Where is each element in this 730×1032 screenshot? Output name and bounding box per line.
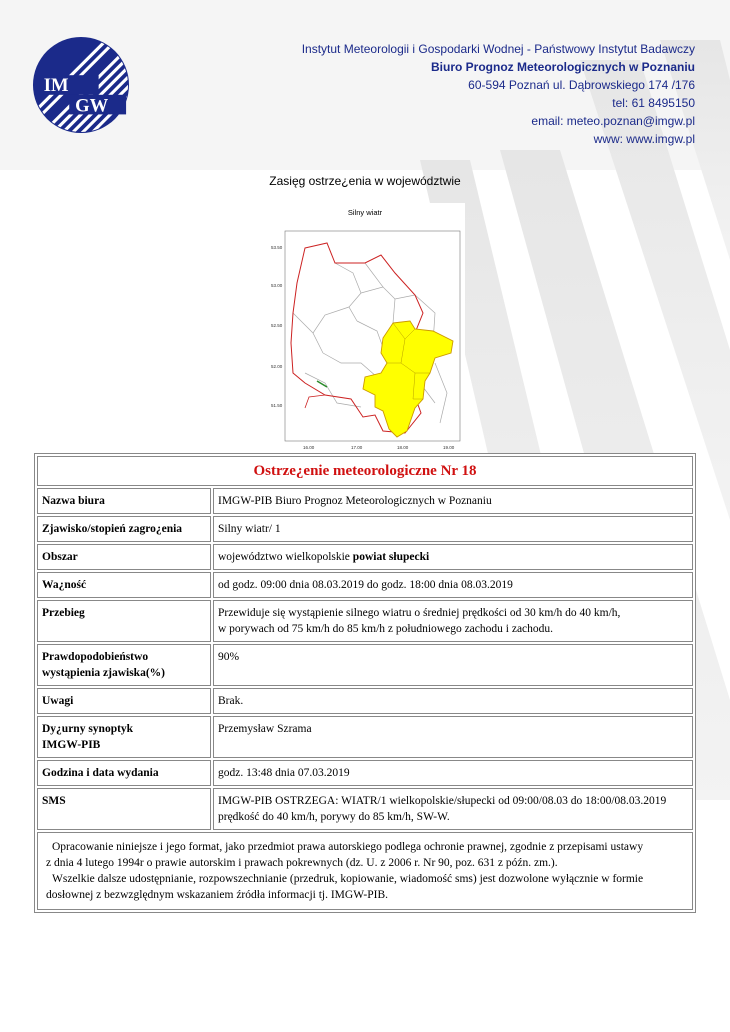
row-value: godz. 13:48 dnia 07.03.2019 [213, 760, 693, 786]
copyright-line-4: dosłownej z bezwzględnym wskazaniem źródła informacji tj. IMGW-PIB. [46, 889, 389, 901]
map-svg [265, 203, 465, 453]
copyright-line-2: z dnia 4 lutego 1994r o prawie autorskim i prawach pokrewnych (dz. U. z 2006 r. Nr 90, poz. 631 z późn. zm.). [46, 857, 558, 869]
table-row [37, 544, 693, 570]
institute-name: Instytut Meteorologii i Gospodarki Wodnej - Państwowy Instytut Badawczy [301, 42, 695, 56]
copyright-line-1: Opracowanie niniejsze i jego format, jako przedmiot prawa autorskiego podlega ochronie prawnej, zgodnie z przepisami ustawy [52, 841, 644, 853]
warning-title: Ostrze¿enie meteorologiczne Nr 18 [37, 456, 693, 486]
table-row [37, 716, 693, 758]
office-phone: tel: 61 8495150 [612, 96, 695, 110]
warning-map [265, 203, 465, 453]
row-label: Przebieg [37, 600, 211, 642]
row-label: Nazwa biura [37, 488, 211, 514]
sms-line-2: prędkość do 40 km/h, porywy do 85 km/h, SW-W. [218, 811, 450, 823]
table-row [37, 488, 693, 514]
svg-text:GW: GW [75, 95, 109, 117]
forecaster-label-2: IMGW-PIB [42, 739, 101, 751]
course-line-1: Przewiduje się wystąpienie silnego wiatru o średniej prędkości od 30 km/h do 40 km/h, [218, 607, 621, 619]
lon-tick: 17.00 [351, 445, 363, 450]
lat-tick: 53.00 [271, 283, 283, 288]
probability-label-2: wystąpienia zjawiska(%) [42, 667, 165, 679]
row-label: SMS [37, 788, 211, 830]
row-label: Zjawisko/stopień zagro¿enia [37, 516, 211, 542]
table-row [37, 516, 693, 542]
probability-label-1: Prawdopodobieństwo [42, 651, 149, 663]
office-email[interactable]: email: meteo.poznan@imgw.pl [531, 114, 695, 128]
row-value: Brak. [213, 688, 693, 714]
table-row [37, 600, 693, 642]
institute-header [302, 40, 695, 148]
row-value: od godz. 09:00 dnia 08.03.2019 do godz. 18:00 dnia 08.03.2019 [213, 572, 693, 598]
map-title: Zasięg ostrze¿enia w województwie [269, 174, 461, 188]
sms-line-1: IMGW-PIB OSTRZEGA: WIATR/1 wielkopolskie/słupecki od 09:00/08.03 do 18:00/08.03.2019 [218, 795, 667, 807]
row-value: IMGW-PIB Biuro Prognoz Meteorologicznych w Poznaniu [213, 488, 693, 514]
row-label: Godzina i data wydania [37, 760, 211, 786]
imgw-logo [32, 36, 130, 134]
row-label [37, 644, 211, 686]
table-row [37, 760, 693, 786]
row-value: Przemysław Szrama [213, 716, 693, 758]
lat-tick: 52.00 [271, 364, 283, 369]
svg-text:IM: IM [43, 74, 69, 96]
table-row [37, 688, 693, 714]
row-label: Obszar [37, 544, 211, 570]
row-value [213, 788, 693, 830]
lon-tick: 18.00 [397, 445, 409, 450]
table-row [37, 644, 693, 686]
course-line-2: w porywach od 75 km/h do 85 km/h z południowego zachodu i zachodu. [218, 623, 554, 635]
copyright-line-3: Wszelkie dalsze udostępnianie, rozpowszechnianie (przedruk, kopiowanie, wiadomość sms) jest dozwolone wyłącznie w formie [52, 873, 644, 885]
row-value [213, 544, 693, 570]
table-row [37, 788, 693, 830]
row-label [37, 716, 211, 758]
office-address: 60-594 Poznań ul. Dąbrowskiego 174 /176 [468, 78, 695, 92]
copyright-row [37, 832, 693, 910]
row-value: 90% [213, 644, 693, 686]
forecaster-label-1: Dy¿urny synoptyk [42, 723, 134, 735]
lon-tick: 16.00 [303, 445, 315, 450]
table-row [37, 572, 693, 598]
office-name: Biuro Prognoz Meteorologicznych w Poznaniu [430, 60, 695, 74]
lat-tick: 51.50 [271, 403, 283, 408]
area-voivodeship: województwo wielkopolskie [218, 551, 350, 563]
warning-table [34, 453, 696, 913]
area-county: powiat słupecki [352, 551, 430, 563]
lat-tick: 53.50 [271, 245, 283, 250]
lat-tick: 52.50 [271, 323, 283, 328]
row-value: Silny wiatr/ 1 [213, 516, 693, 542]
row-label: Uwagi [37, 688, 211, 714]
office-website[interactable]: www: www.imgw.pl [593, 132, 695, 146]
row-value [213, 600, 693, 642]
copyright-notice [37, 832, 693, 910]
row-label: Wa¿ność [37, 572, 211, 598]
map-caption: Silny wiatr [347, 208, 383, 217]
lon-tick: 19.00 [443, 445, 455, 450]
